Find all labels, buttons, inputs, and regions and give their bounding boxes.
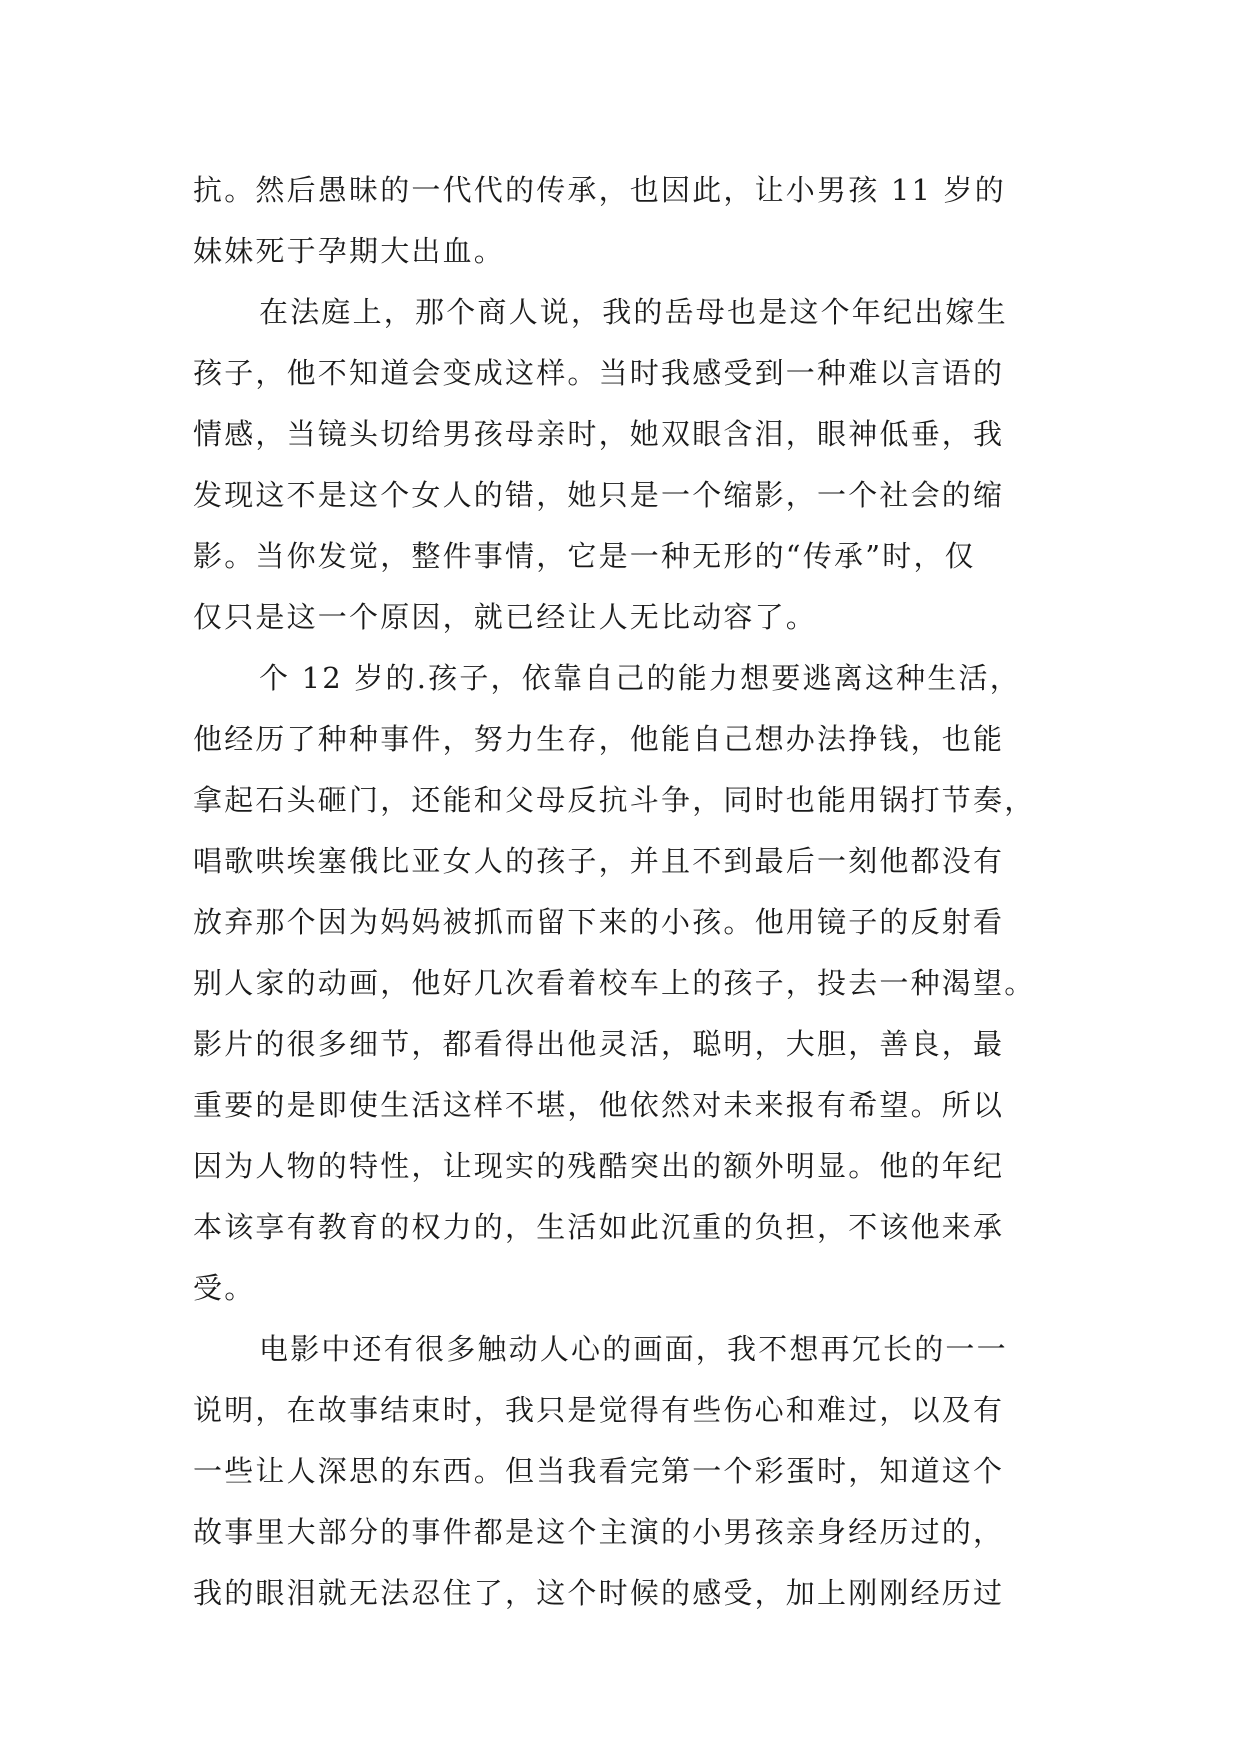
text-line: 故事里大部分的事件都是这个主演的小男孩亲身经历过的， <box>193 1515 1005 1549</box>
text-line: 孩子，他不知道会变成这样。当时我感受到一种难以言语的 <box>193 356 1005 390</box>
text-line: 受。 <box>193 1271 256 1305</box>
text-line: 仅只是这一个原因，就已经让人无比动容了。 <box>193 600 818 634</box>
text-line: 因为人物的特性，让现实的残酷突出的额外明显。他的年纪 <box>193 1149 1005 1183</box>
text-line: 别人家的动画，他好几次看着校车上的孩子，投去一种渴望。 <box>193 966 1036 1000</box>
text-line: 重要的是即使生活这样不堪，他依然对未来报有希望。所以 <box>193 1088 1005 1122</box>
text-line: 在法庭上，那个商人说，我的岳母也是这个年纪出嫁生 <box>259 295 1008 329</box>
paragraph-1 <box>193 160 1053 282</box>
text-line: 个 12 岁的.孩子，依靠自己的能力想要逃离这种生活， <box>259 661 1021 695</box>
text-line: 发现这不是这个女人的错，她只是一个缩影，一个社会的缩 <box>193 478 1005 512</box>
text-line: 电影中还有很多触动人心的画面，我不想再冗长的一一 <box>259 1332 1008 1366</box>
paragraph-2 <box>193 282 1053 648</box>
text-line: 抗。然后愚昧的一代代的传承，也因此，让小男孩 11 岁的 <box>193 173 1006 207</box>
text-line: 放弃那个因为妈妈被抓而留下来的小孩。他用镜子的反射看 <box>193 905 1005 939</box>
text-line: 说明，在故事结束时，我只是觉得有些伤心和难过，以及有 <box>193 1393 1005 1427</box>
text-line: 影。当你发觉，整件事情，它是一种无形的“传承”时，仅 <box>193 539 976 573</box>
text-line: 本该享有教育的权力的，生活如此沉重的负担，不该他来承 <box>193 1210 1005 1244</box>
text-line: 拿起石头砸门，还能和父母反抗斗争，同时也能用锅打节奏， <box>193 783 1036 817</box>
paragraph-4 <box>193 1319 1053 1624</box>
text-line: 他经历了种种事件，努力生存，他能自己想办法挣钱，也能 <box>193 722 1005 756</box>
text-line: 影片的很多细节，都看得出他灵活，聪明，大胆，善良，最 <box>193 1027 1005 1061</box>
body-text <box>193 160 1053 1624</box>
text-line: 情感，当镜头切给男孩母亲时，她双眼含泪，眼神低垂，我 <box>193 417 1005 451</box>
paragraph-3 <box>193 648 1053 1319</box>
text-line: 一些让人深思的东西。但当我看完第一个彩蛋时，知道这个 <box>193 1454 1005 1488</box>
text-line: 唱歌哄埃塞俄比亚女人的孩子，并且不到最后一刻他都没有 <box>193 844 1005 878</box>
text-line: 我的眼泪就无法忍住了，这个时候的感受，加上刚刚经历过 <box>193 1576 1005 1610</box>
text-line: 妹妹死于孕期大出血。 <box>193 234 506 268</box>
